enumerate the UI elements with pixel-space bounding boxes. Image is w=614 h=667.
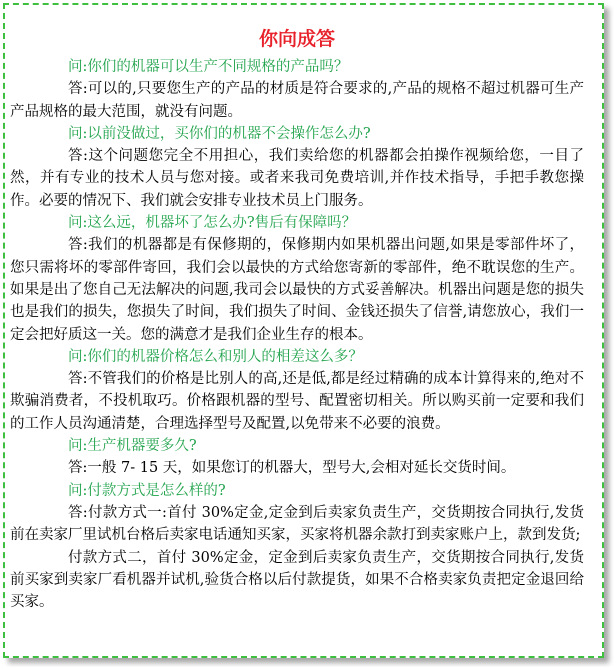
answer-3: 答:我们的机器都是有保修期的，保修期内如果机器出问题,如果是零部件坏了，您只需将坏的零部件寄回，我们会以最快的方式给您寄新的零部件，绝不耽误您的生产。如果是出了您自己无法解决的问题,我司会以最快的方式妥善解决。机器出问题是您的损失也是我们的损失，您损失了时间，我们损失了时间、金钱还损失了信誉,请您放心，我们一定会把好质这一关。您的满意才是我们企业生存的根本。 — [10, 237, 584, 343]
faq-content — [10, 24, 584, 613]
question-4: 问:你们的机器价格怎么和别人的相差这么多？ — [68, 348, 363, 365]
question-5: 问:生产机器要多久? — [68, 438, 197, 455]
question-3: 问:这么远，机器坏了怎么办?售后有保障吗？ — [68, 215, 357, 232]
question-6: 问:付款方式是怎么样的? — [68, 482, 226, 499]
question-2: 问:以前没做过，买你们的机器不会操作怎么办? — [68, 125, 371, 142]
answer-6-option-2: 付款方式二，首付 30%定金，定金到后卖家负责生产，交货期按合同执行,发货前买家到卖家厂看机器并试机,验货合格以后付款提货，如果不合格卖家负责把定金退回给买家。 — [10, 549, 584, 611]
answer-4: 答:不管我们的价格是比别人的高,还是低,都是经过精确的成本计算得来的,绝对不欺骗消费者，不投机取巧。价格跟机器的型号、配置密切相关。所以购买前一定要和我们的工作人员沟通清楚，合理选择型号及配置,以免带来不必要的浪费。 — [10, 371, 584, 432]
answer-5: 答:一般 7- 15 天，如果您订的机器大，型号大,会相对延长交货时间。 — [68, 460, 516, 477]
answer-6-option-1: 答:付款方式一:首付 30%定金,定金到后卖家负责生产，交货期按合同执行,发货前在卖家厂里试机台格后卖家电话通知买家，买家将机器余款打到卖家账户上，款到发货; — [10, 504, 584, 544]
question-1: 问:你们的机器可以生产不同规格的产品吗？ — [68, 59, 349, 75]
answer-2: 答:这个问题您完全不用担心，我们卖给您的机器都会拍操作视频给您，一目了然，并有专业的技术人员与您对接。或者来我司免费培训,并作技术指导，手把手教您操作。必要的情况下、我们就会安排专业技术员上门服务。 — [10, 148, 584, 209]
page-title: 你向成答 — [258, 28, 335, 50]
answer-1: 答:可以的,只要您生产的产品的材质是符合要求的,产品的规格不超过机器可生产产品规格的最大范围，就没有问题。 — [10, 81, 584, 120]
